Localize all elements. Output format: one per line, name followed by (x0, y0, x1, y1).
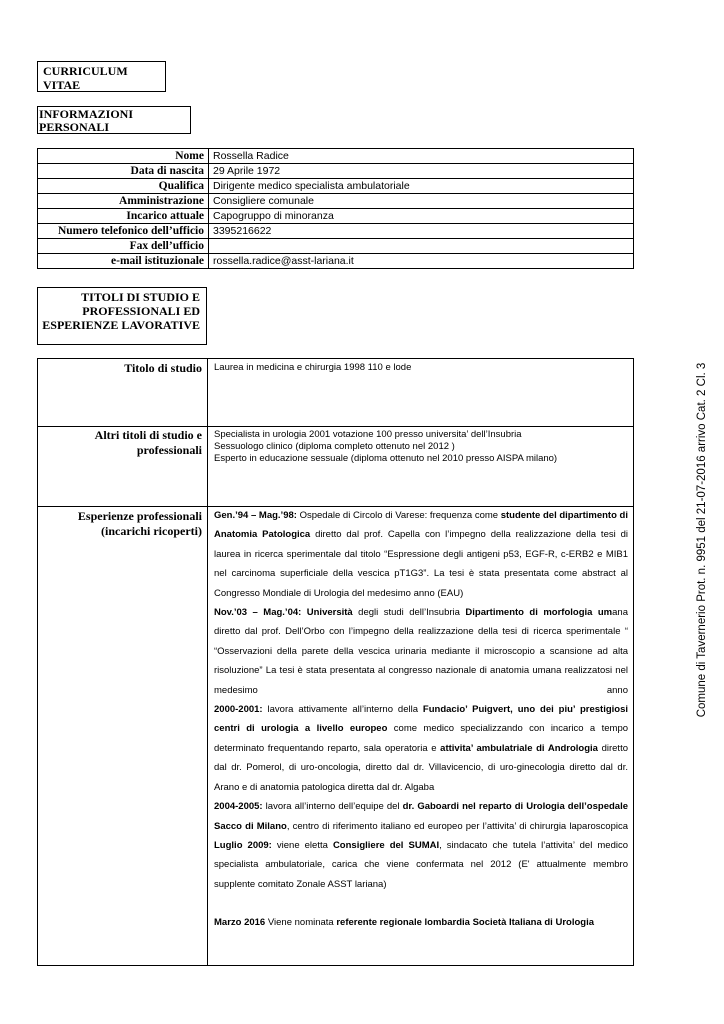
label-qualifica: Qualifica (38, 179, 209, 194)
table-row (38, 239, 634, 254)
label-email: e-mail istituzionale (38, 254, 209, 269)
cv-title: CURRICULUM VITAE (43, 64, 128, 92)
esperienza-highlight: dr. Gaboardi nel reparto di Urologia dell’ospedale Sacco di Milano (214, 801, 628, 832)
titoli-title: TITOLI DI STUDIO E PROFESSIONALI ED ESPERIENZE LAVORATIVE (42, 290, 200, 332)
protocol-stamp (682, 362, 722, 718)
esperienza-text: , sindacato che tutela l’attivita’ del medico specialista ambulatoriale, carica che viene confermata nel 2012 (E' attualmente membro supplente comitato Zonale ASST lariana) (214, 839, 628, 890)
altri-titoli-value (214, 429, 628, 465)
esperienza-date: 2004-2005: (214, 801, 263, 813)
personal-info-table (37, 148, 634, 269)
row-divider (38, 426, 633, 427)
esperienza-paragraph (214, 603, 628, 700)
esperienza-paragraph (214, 797, 628, 836)
value-data-nascita: 29 Aprile 1972 (209, 164, 634, 179)
esperienza-text: Ospedale di Circolo di Varese: frequenza come (296, 510, 501, 521)
altri-titoli-label: Altri titoli di studio e professionali (94, 428, 202, 457)
esperienza-highlight: Dipartimento di morfologia um (465, 607, 613, 619)
table-row (38, 224, 634, 239)
esperienza-text: diretto dal dr. Pomerol, di uro-oncologia, diretto dal dr. Villavicencio, di uro-ginecologia diretto dal dr. Arano e di anatomia patologica diretta dal dr. Algaba (214, 742, 628, 793)
esperienza-highlight: attivita’ ambulatriale di Andrologia (440, 742, 598, 754)
protocol-stamp-text: Comune di Tavernerio Prot. n. 9951 del 21-07-2016 arrivo Cat. 2 Cl. 3 (696, 362, 708, 718)
list-item: Specialista in urologia 2001 votazione 100 presso universita’ dell’Insubria (214, 429, 522, 440)
table-row (38, 164, 634, 179)
value-qualifica: Dirigente medico specialista ambulatoriale (209, 179, 634, 194)
esperienza-text: lavora all’interno dell’equipe del (262, 801, 403, 813)
esperienze-label: Esperienze professionali (incarichi ricoperti) (77, 509, 202, 538)
esperienza-text: lavora attivamente all’interno della (262, 704, 423, 716)
esperienza-highlight: Consigliere del SUMAI (332, 839, 440, 851)
value-telefono: 3395216622 (209, 224, 634, 239)
esperienza-text: Viene nominata (265, 917, 337, 929)
titoli-heading (37, 287, 207, 345)
table-row (38, 194, 634, 209)
esperienza-date: 2000-2001: (214, 704, 263, 716)
list-item: Esperto in educazione sessuale (diploma ottenuto nel 2010 presso AISPA milano) (214, 453, 558, 464)
label-incarico: Incarico attuale (38, 209, 209, 224)
esperienza-text: viene eletta (271, 839, 333, 851)
esperienza-paragraph (214, 506, 628, 603)
value-email: rossella.radice@asst-lariana.it (209, 254, 634, 269)
label-data-nascita: Data di nascita (38, 164, 209, 179)
personal-info-heading (37, 106, 191, 134)
label-fax: Fax dell’ufficio (38, 239, 209, 254)
table-row (38, 209, 634, 224)
esperienza-highlight: referente regionale lombardia Società Italiana di Urologia (336, 917, 594, 929)
titolo-studio-value: Laurea in medicina e chirurgia 1998 110 e lode (214, 362, 412, 373)
esperienza-highlight: studente del dipartimento di Anatomia Patologica (214, 510, 628, 541)
curriculum-vitae-heading (37, 61, 166, 92)
esperienza-date: Gen.’94 – Mag.’98: (214, 510, 297, 521)
personal-title: INFORMAZIONI PERSONALI (39, 107, 134, 134)
label-amministrazione: Amministrazione (38, 194, 209, 209)
table-row (38, 179, 634, 194)
esperienza-date: Marzo 2016 (214, 917, 266, 929)
value-amministrazione: Consigliere comunale (209, 194, 634, 209)
value-nome: Rossella Radice (209, 149, 634, 164)
esperienza-paragraph (214, 913, 628, 932)
esperienza-highlight: Fundacio’ Puigvert, uno dei piu’ prestigiosi centri di urologia a livello europeo (214, 704, 628, 735)
esperienza-paragraph (214, 700, 628, 797)
table-row (38, 254, 634, 269)
list-item: Sessuologo clinico (diploma completo ottenuto nel 2012 ) (214, 441, 455, 452)
label-nome: Nome (38, 149, 209, 164)
esperienza-text: diretto dal prof. Capella con l’impegno della realizzazione della tesi di laurea in ricerca sperimentale dal titolo “Espressione degli antigeni p53, EGF-R, c-ERB2 e MIB1 nel carcinoma superficiale della vescica pT1G3”. La tesi è stata presentata come abstract al Congresso Mondiale di Urologia del medesimo anno (EAU) (214, 529, 628, 599)
esperienza-date: Luglio 2009: (214, 839, 272, 851)
column-divider (207, 359, 208, 965)
esperienza-text: , centro di riferimento italiano ed europeo per l’attivita’ di chirurgia laparoscopica (286, 820, 628, 832)
value-incarico: Capogruppo di minoranza (209, 209, 634, 224)
studi-table (37, 358, 634, 966)
esperienze-text (214, 506, 628, 933)
esperienza-date: Nov.’03 – Mag.’04: Università (214, 607, 353, 619)
esperienza-text: ana diretto dal prof. Dell’Orbo con l’impegno della realizzazione della tesi di ricerca sperimentale “ “Osservazioni della parete della vescica urinaria mediante il microscopio a scansione ad alta risoluzione” La tesi è stata presentata al congresso nazionale di anatomia umana realizzatosi nel medesimo anno (214, 607, 628, 696)
esperienza-paragraph (214, 836, 628, 894)
titolo-studio-label: Titolo di studio (124, 361, 202, 375)
table-row (38, 149, 634, 164)
value-fax (209, 239, 634, 254)
esperienza-text: come medico specializzando con incarico a tempo determinato frequentando reparto, sala operatoria e (214, 723, 629, 754)
label-telefono: Numero telefonico dell’ufficio (38, 224, 209, 239)
esperienza-text: degli studi dell’Insubria (352, 607, 466, 619)
